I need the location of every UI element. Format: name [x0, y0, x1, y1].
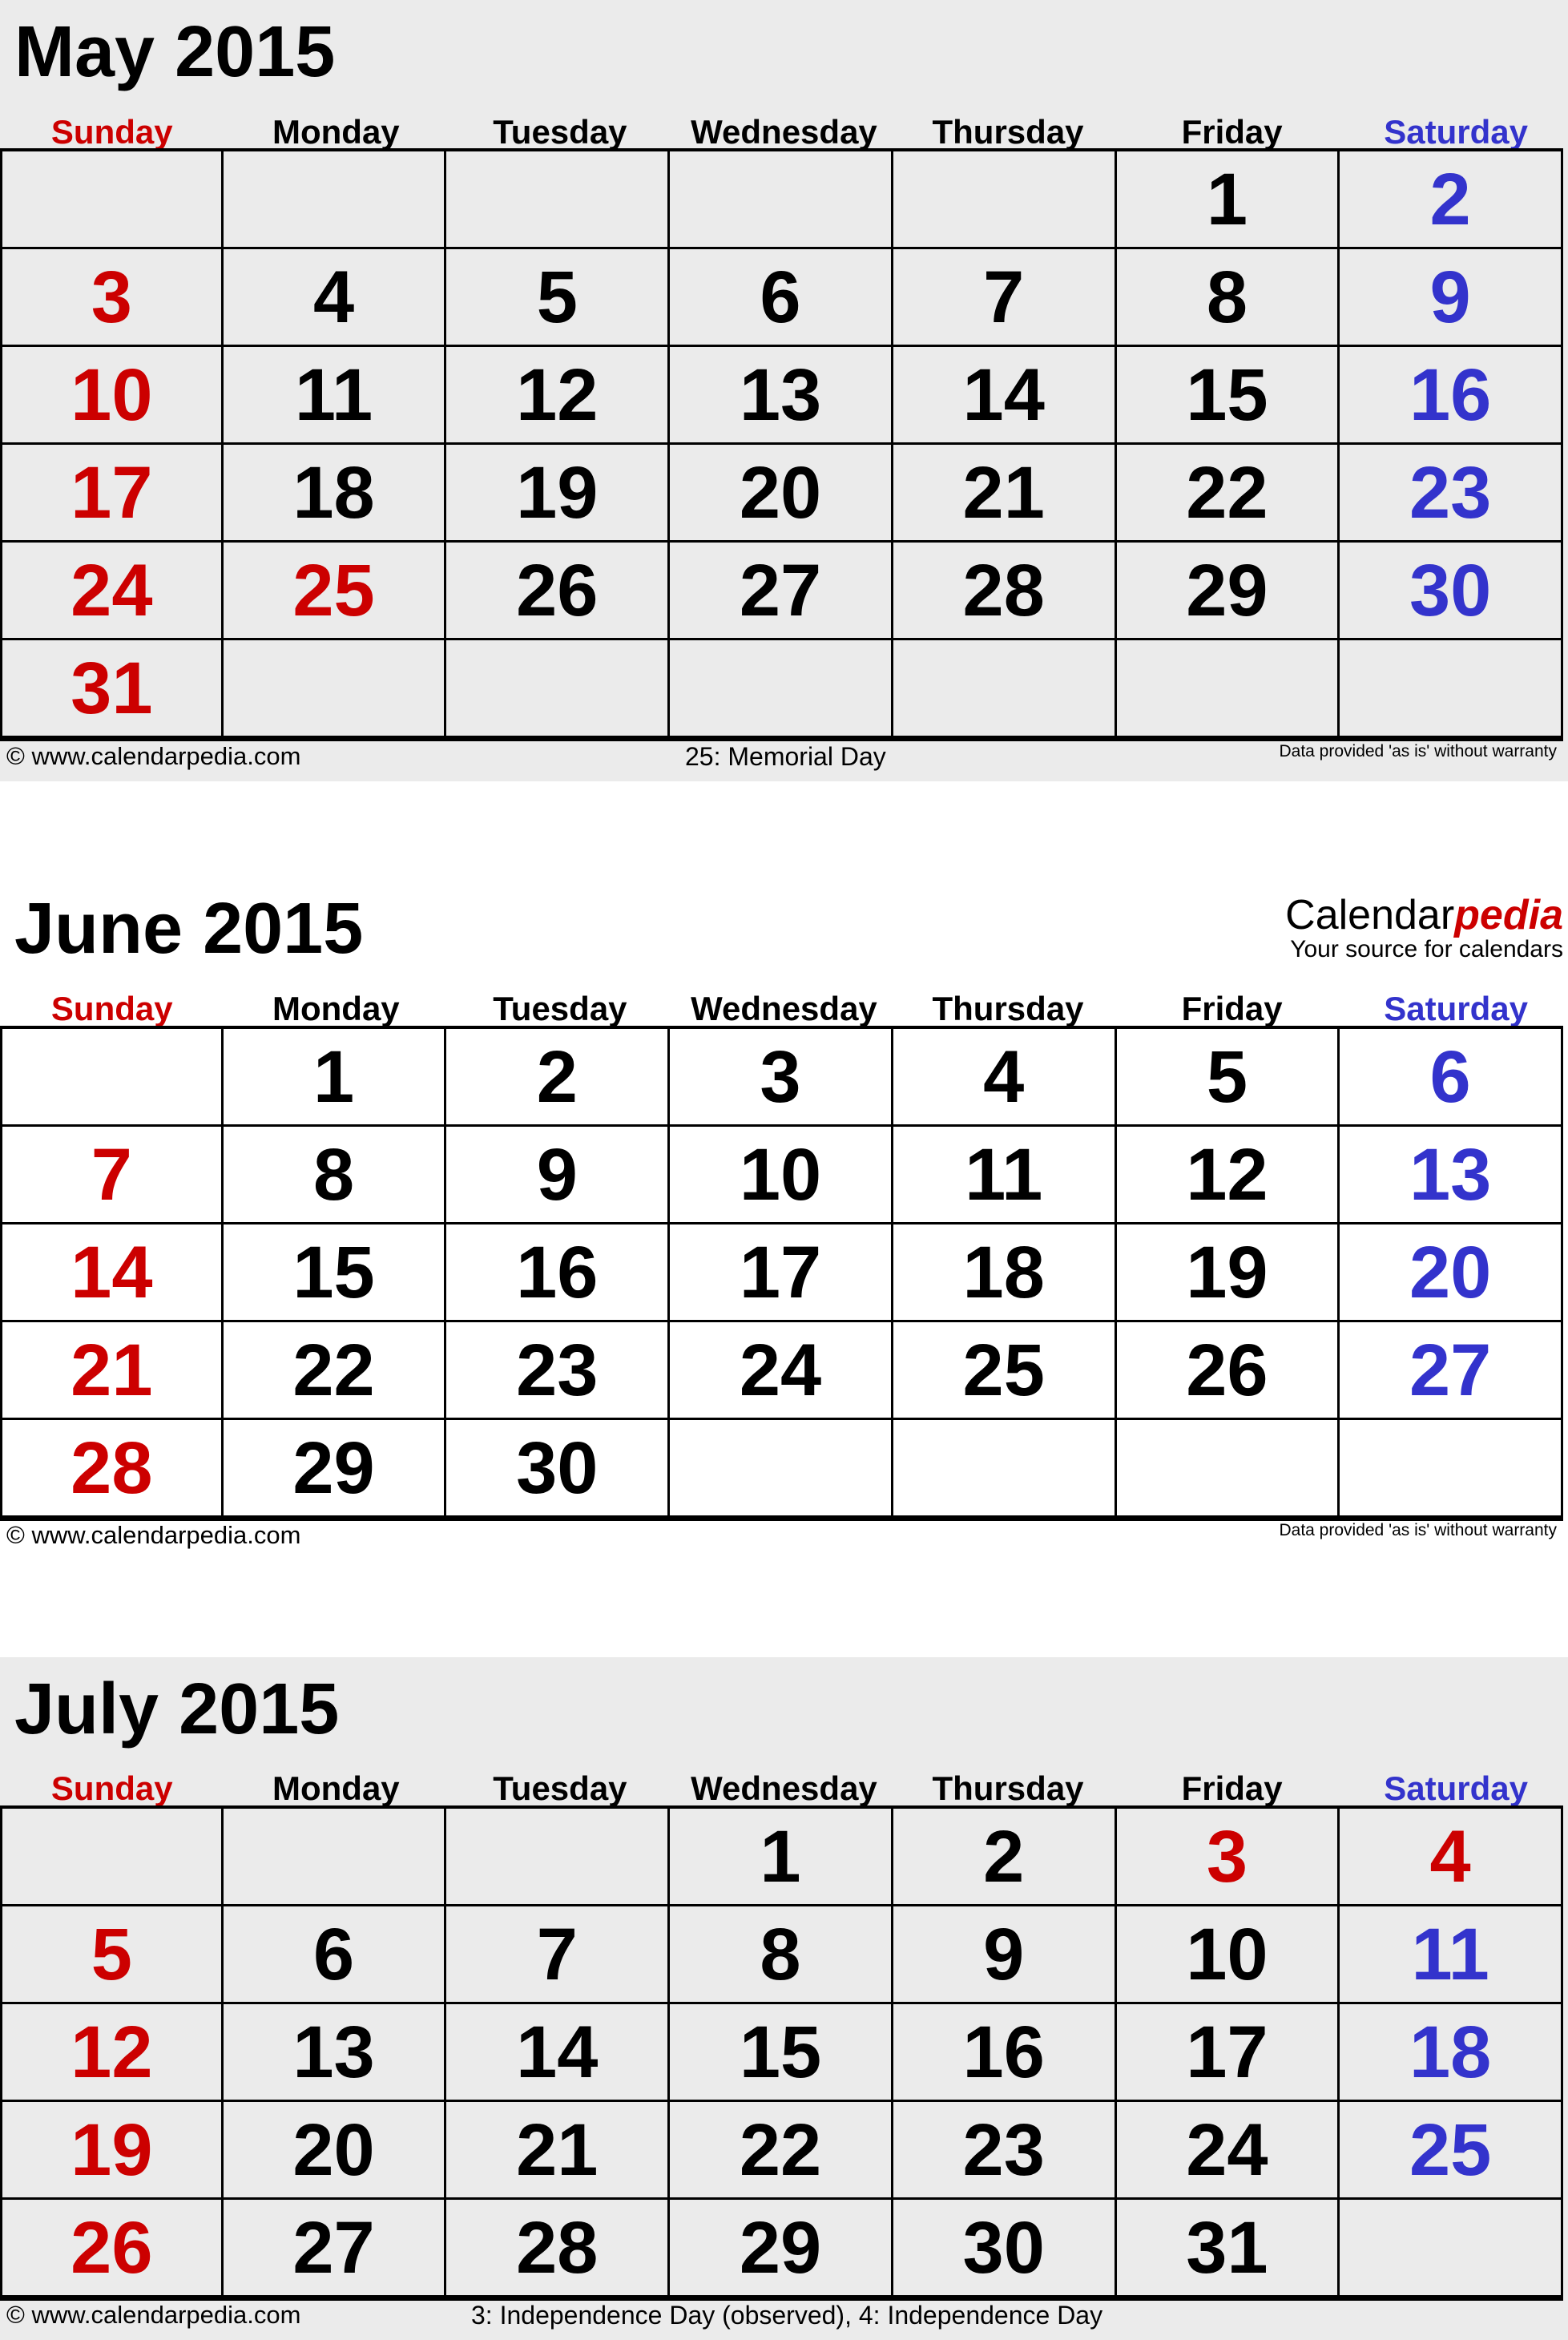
- day-cell: 13: [670, 347, 893, 445]
- month-footer: [0, 2301, 1563, 2333]
- weekday-wednesday: Wednesday: [691, 990, 877, 1027]
- month-footer: [0, 742, 1563, 774]
- day-cell: 16: [1340, 347, 1563, 445]
- day-cell: 22: [670, 2102, 893, 2200]
- day-cell: 2: [446, 1029, 670, 1127]
- empty-day-cell: [446, 151, 670, 249]
- day-cell: 31: [1117, 2200, 1340, 2298]
- weekday-tuesday: Tuesday: [493, 1769, 627, 1807]
- day-cell: 11: [893, 1127, 1117, 1224]
- weekday-tuesday: Tuesday: [493, 113, 627, 151]
- day-cell: 26: [446, 543, 670, 640]
- weekday-monday: Monday: [272, 113, 400, 151]
- empty-day-cell: [893, 1420, 1117, 1518]
- empty-day-cell: [1340, 1420, 1563, 1518]
- day-cell: 22: [224, 1322, 447, 1420]
- day-cell: 18: [893, 1224, 1117, 1322]
- empty-day-cell: [0, 1809, 224, 1906]
- day-cell: 14: [893, 347, 1117, 445]
- weekday-thursday: Thursday: [932, 113, 1084, 151]
- weekday-monday: Monday: [272, 990, 400, 1027]
- day-cell: 23: [446, 1322, 670, 1420]
- day-cell: 1: [224, 1029, 447, 1127]
- day-cell: 3: [670, 1029, 893, 1127]
- day-cell: 21: [893, 445, 1117, 543]
- day-cell: 28: [446, 2200, 670, 2298]
- day-cell: 20: [224, 2102, 447, 2200]
- day-cell: 25: [1340, 2102, 1563, 2200]
- day-cell: 30: [446, 1420, 670, 1518]
- day-cell: 8: [224, 1127, 447, 1224]
- day-cell: 16: [446, 1224, 670, 1322]
- day-cell: 23: [1340, 445, 1563, 543]
- day-cell: 19: [0, 2102, 224, 2200]
- day-grid: [0, 1026, 1563, 1521]
- day-cell: 11: [1340, 1906, 1563, 2004]
- day-cell: 18: [224, 445, 447, 543]
- empty-day-cell: [670, 151, 893, 249]
- day-cell: 28: [893, 543, 1117, 640]
- day-cell: 6: [224, 1906, 447, 2004]
- weekday-thursday: Thursday: [932, 1769, 1084, 1807]
- day-cell: 25: [893, 1322, 1117, 1420]
- weekday-header: [0, 1769, 1568, 1807]
- empty-day-cell: [893, 640, 1117, 738]
- month-title: May 2015: [14, 12, 336, 92]
- day-cell: 4: [893, 1029, 1117, 1127]
- weekday-saturday: Saturday: [1384, 1769, 1529, 1807]
- empty-day-cell: [0, 1029, 224, 1127]
- weekday-tuesday: Tuesday: [493, 990, 627, 1027]
- month-title: June 2015: [14, 889, 364, 969]
- weekday-wednesday: Wednesday: [691, 1769, 877, 1807]
- day-cell: 30: [893, 2200, 1117, 2298]
- day-cell: 25: [224, 543, 447, 640]
- day-cell: 21: [0, 1322, 224, 1420]
- weekday-thursday: Thursday: [932, 990, 1084, 1027]
- day-cell: 4: [1340, 1809, 1563, 1906]
- day-cell: 12: [446, 347, 670, 445]
- day-cell: 29: [224, 1420, 447, 1518]
- day-cell: 8: [1117, 249, 1340, 347]
- day-cell: 8: [670, 1906, 893, 2004]
- day-cell: 17: [0, 445, 224, 543]
- day-cell: 15: [224, 1224, 447, 1322]
- day-cell: 27: [670, 543, 893, 640]
- day-cell: 24: [1117, 2102, 1340, 2200]
- logo-tagline: Your source for calendars: [1290, 936, 1563, 962]
- warranty-text: Data provided 'as is' without warranty: [1279, 742, 1557, 760]
- day-grid: [0, 1805, 1563, 2301]
- day-cell: 14: [446, 2004, 670, 2102]
- day-cell: 23: [893, 2102, 1117, 2200]
- day-cell: 26: [0, 2200, 224, 2298]
- weekday-saturday: Saturday: [1384, 113, 1529, 151]
- empty-day-cell: [446, 1809, 670, 1906]
- weekday-sunday: Sunday: [50, 113, 173, 151]
- day-cell: 6: [1340, 1029, 1563, 1127]
- day-cell: 6: [670, 249, 893, 347]
- weekday-sunday: Sunday: [50, 990, 173, 1027]
- day-cell: 10: [670, 1127, 893, 1224]
- day-cell: 18: [1340, 2004, 1563, 2102]
- day-cell: 3: [0, 249, 224, 347]
- day-cell: 26: [1117, 1322, 1340, 1420]
- weekday-sunday: Sunday: [50, 1769, 173, 1807]
- copyright-text: © www.calendarpedia.com: [6, 2301, 301, 2329]
- day-cell: 21: [446, 2102, 670, 2200]
- weekday-friday: Friday: [1181, 990, 1283, 1027]
- calendarpedia-logo: [1285, 894, 1563, 962]
- day-cell: 30: [1340, 543, 1563, 640]
- day-cell: 13: [224, 2004, 447, 2102]
- empty-day-cell: [1340, 640, 1563, 738]
- copyright-text: © www.calendarpedia.com: [6, 1521, 301, 1549]
- holidays-note: 25: Memorial Day: [685, 742, 886, 771]
- holidays-note: 3: Independence Day (observed), 4: Independence Day: [471, 2301, 1103, 2330]
- day-cell: 3: [1117, 1809, 1340, 1906]
- empty-day-cell: [224, 640, 447, 738]
- day-cell: 2: [893, 1809, 1117, 1906]
- day-cell: 2: [1340, 151, 1563, 249]
- day-cell: 20: [670, 445, 893, 543]
- weekday-saturday: Saturday: [1384, 990, 1529, 1027]
- month-title: July 2015: [14, 1669, 340, 1749]
- day-cell: 27: [1340, 1322, 1563, 1420]
- day-cell: 15: [670, 2004, 893, 2102]
- day-cell: 12: [0, 2004, 224, 2102]
- logo-brand-plain: Calendar: [1285, 892, 1455, 938]
- copyright-text: © www.calendarpedia.com: [6, 742, 301, 770]
- day-cell: 12: [1117, 1127, 1340, 1224]
- day-cell: 24: [670, 1322, 893, 1420]
- day-cell: 9: [1340, 249, 1563, 347]
- day-cell: 31: [0, 640, 224, 738]
- day-cell: 16: [893, 2004, 1117, 2102]
- month-footer: [0, 1521, 1563, 1553]
- day-cell: 17: [670, 1224, 893, 1322]
- day-cell: 7: [446, 1906, 670, 2004]
- day-cell: 27: [224, 2200, 447, 2298]
- day-cell: 10: [1117, 1906, 1340, 2004]
- day-cell: 29: [1117, 543, 1340, 640]
- day-cell: 22: [1117, 445, 1340, 543]
- day-cell: 7: [893, 249, 1117, 347]
- empty-day-cell: [224, 1809, 447, 1906]
- day-cell: 7: [0, 1127, 224, 1224]
- weekday-wednesday: Wednesday: [691, 113, 877, 151]
- day-cell: 5: [1117, 1029, 1340, 1127]
- weekday-friday: Friday: [1181, 1769, 1283, 1807]
- warranty-text: Data provided 'as is' without warranty: [1279, 1521, 1557, 1539]
- empty-day-cell: [224, 151, 447, 249]
- empty-day-cell: [1340, 2200, 1563, 2298]
- empty-day-cell: [0, 151, 224, 249]
- day-cell: 11: [224, 347, 447, 445]
- weekday-header: [0, 115, 1568, 149]
- empty-day-cell: [893, 151, 1117, 249]
- day-cell: 5: [446, 249, 670, 347]
- day-grid: [0, 148, 1563, 741]
- day-cell: 19: [1117, 1224, 1340, 1322]
- empty-day-cell: [670, 1420, 893, 1518]
- day-cell: 20: [1340, 1224, 1563, 1322]
- day-cell: 14: [0, 1224, 224, 1322]
- empty-day-cell: [670, 640, 893, 738]
- day-cell: 9: [446, 1127, 670, 1224]
- weekday-friday: Friday: [1181, 113, 1283, 151]
- empty-day-cell: [446, 640, 670, 738]
- weekday-monday: Monday: [272, 1769, 400, 1807]
- day-cell: 4: [224, 249, 447, 347]
- day-cell: 9: [893, 1906, 1117, 2004]
- day-cell: 15: [1117, 347, 1340, 445]
- day-cell: 10: [0, 347, 224, 445]
- day-cell: 29: [670, 2200, 893, 2298]
- weekday-header: [0, 992, 1568, 1026]
- day-cell: 19: [446, 445, 670, 543]
- day-cell: 1: [1117, 151, 1340, 249]
- empty-day-cell: [1117, 1420, 1340, 1518]
- day-cell: 1: [670, 1809, 893, 1906]
- logo-brand-accent: pedia: [1454, 892, 1563, 938]
- day-cell: 24: [0, 543, 224, 640]
- day-cell: 13: [1340, 1127, 1563, 1224]
- day-cell: 28: [0, 1420, 224, 1518]
- empty-day-cell: [1117, 640, 1340, 738]
- day-cell: 17: [1117, 2004, 1340, 2102]
- day-cell: 5: [0, 1906, 224, 2004]
